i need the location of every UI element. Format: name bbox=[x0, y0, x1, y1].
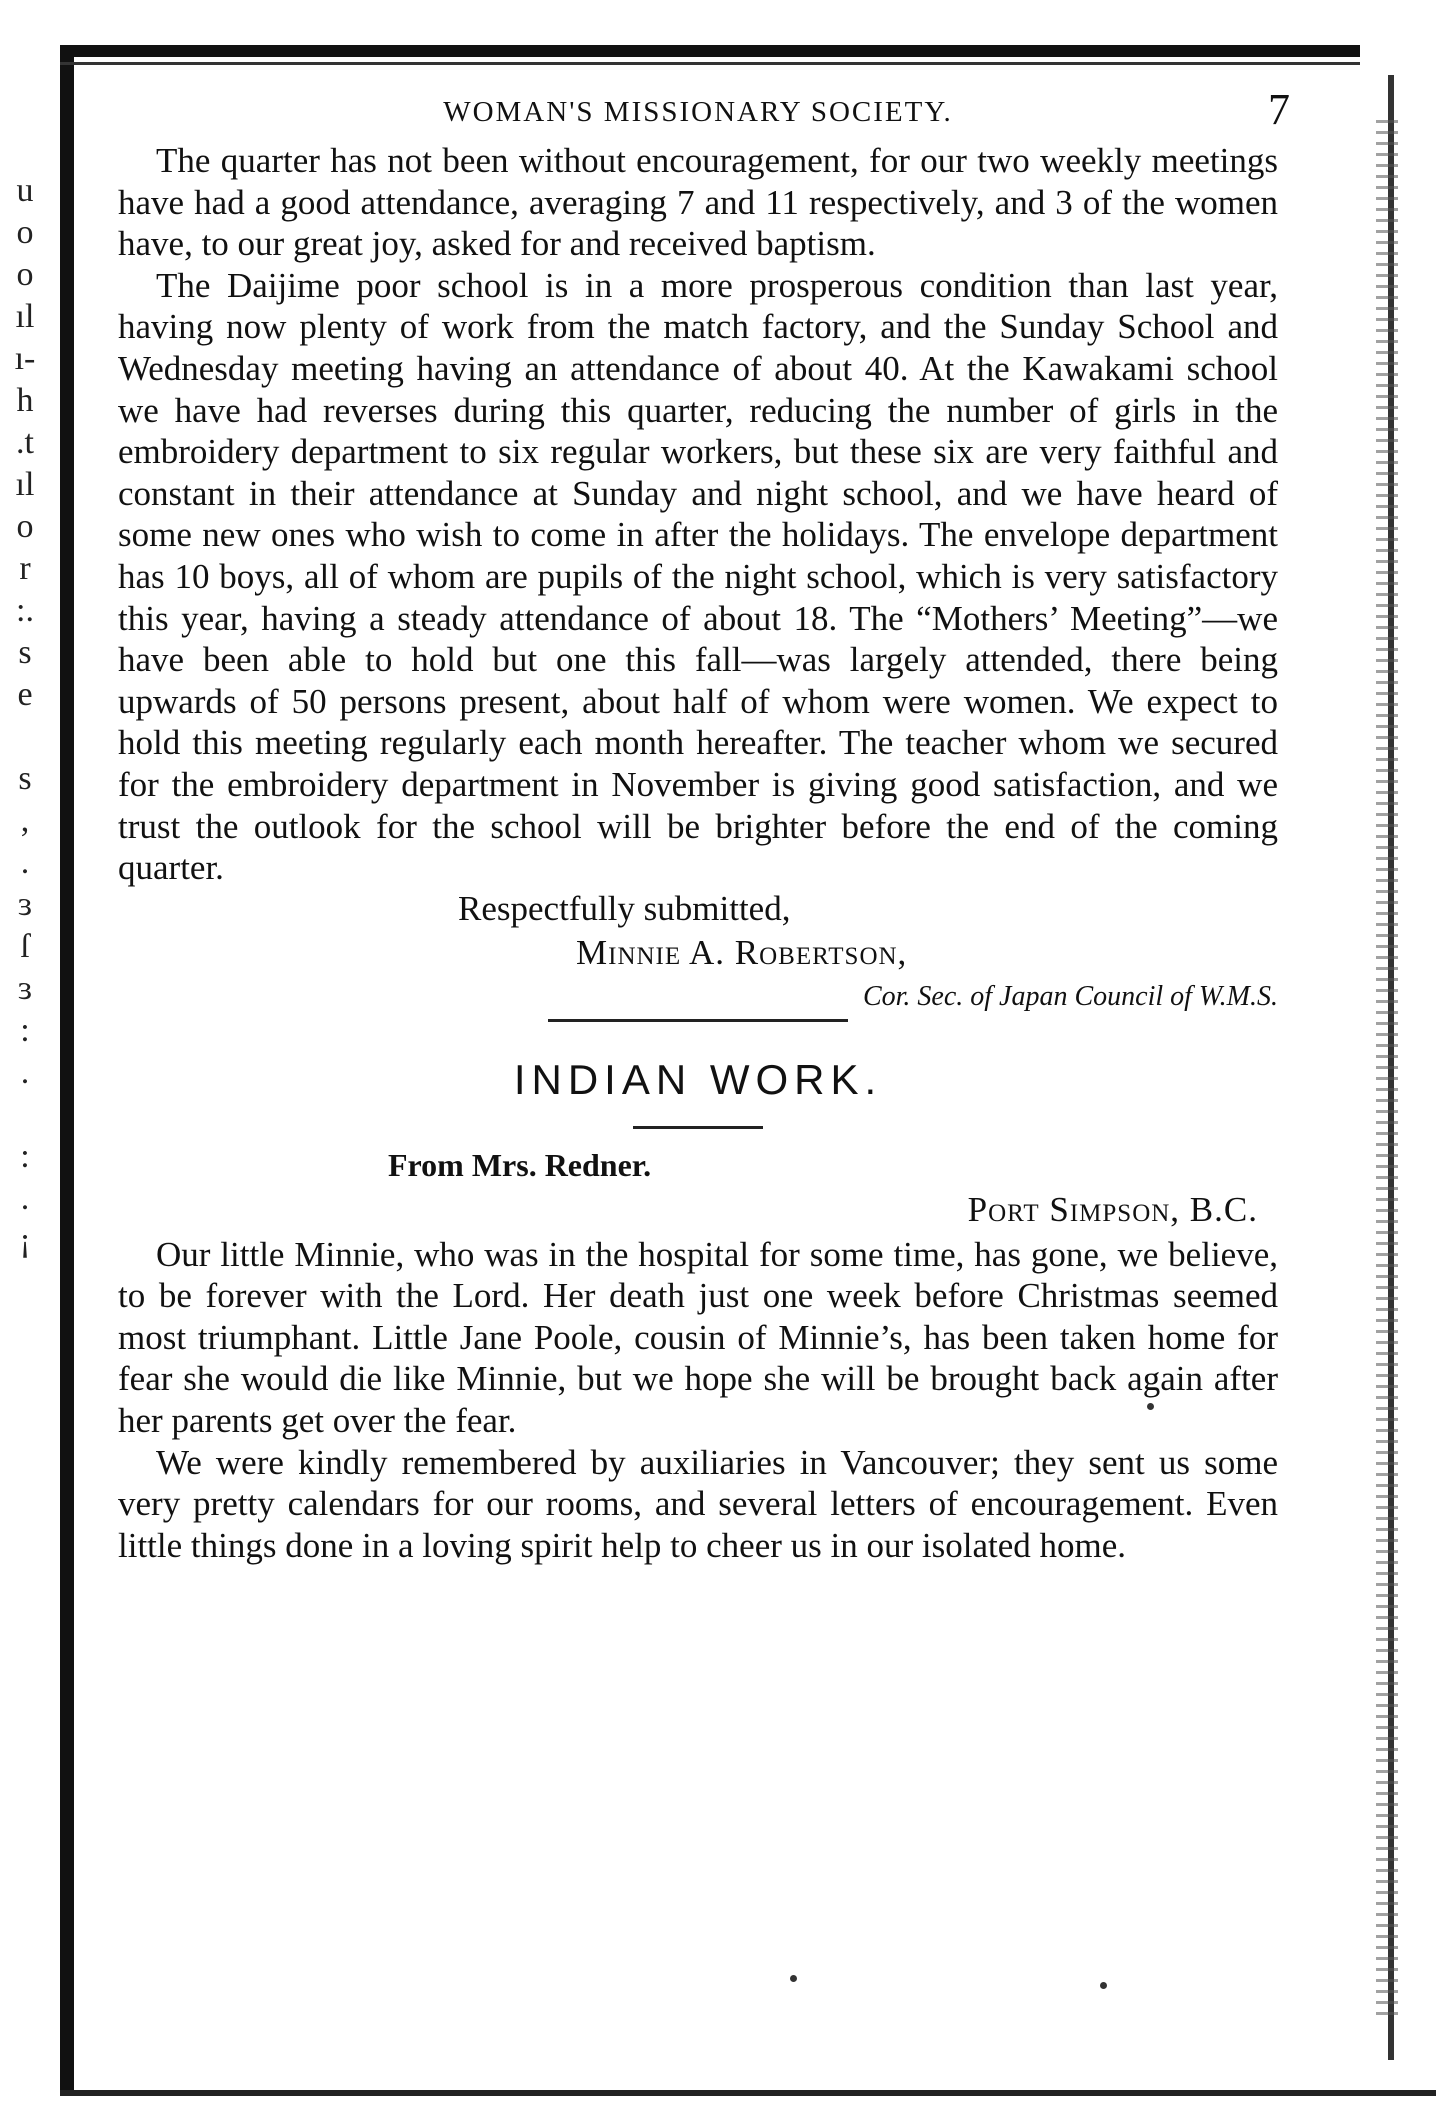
gutter-glyph: ſ bbox=[20, 928, 30, 965]
gutter-glyph: .t bbox=[16, 424, 34, 461]
gutter-glyph: ɜ bbox=[17, 970, 33, 1007]
print-speck bbox=[1147, 1403, 1154, 1410]
gutter-glyph: ı- bbox=[14, 340, 36, 377]
report-closing bbox=[118, 889, 1278, 1019]
japan-report-paragraph-1: The quarter has not been without encouragement, for our two weekly meetings have had a good attendance, averaging 7 and 11 respectively, and 3 of the women have, to our great joy, asked for and received baptism. bbox=[118, 141, 1278, 264]
gutter-glyph: o bbox=[16, 508, 34, 545]
gutter-glyph: . bbox=[20, 1180, 30, 1217]
gutter-glyph: e bbox=[17, 676, 33, 713]
gutter-glyph bbox=[0, 716, 50, 758]
gutter-glyph: . bbox=[20, 844, 30, 881]
page-content bbox=[118, 80, 1290, 1566]
indian-work-paragraph-2: We were kindly remembered by auxiliaries in Vancouver; they sent us some very pretty calendars for our rooms, and several letters of encouragement. Even little things done in a loving spirit help to cheer us in our isolated home. bbox=[118, 1442, 1278, 1565]
page-border-bottom bbox=[60, 2090, 1436, 2096]
gutter-glyph: o bbox=[16, 256, 34, 293]
gutter-glyph: h bbox=[16, 382, 34, 419]
gutter-glyph bbox=[0, 1094, 50, 1136]
page-border-top bbox=[60, 45, 1360, 57]
running-head bbox=[118, 80, 1290, 140]
binding-edge-texture bbox=[1376, 120, 1398, 2020]
gutter-glyph: s bbox=[18, 760, 32, 797]
page-border-top-inner bbox=[60, 62, 1360, 65]
print-speck bbox=[790, 1975, 797, 1982]
section-title: INDIAN WORK. bbox=[513, 1055, 883, 1103]
gutter-glyph: ¡ bbox=[19, 1222, 31, 1259]
section-divider bbox=[548, 1019, 848, 1022]
gutter-glyph: o bbox=[16, 214, 34, 251]
page-border-left bbox=[60, 45, 74, 2090]
japan-report-paragraph-2: The Daijime poor school is in a more prosperous condition than last year, having now plenty of work from the match factory, and the Sunday School and Wednesday meeting having an attendance of about 40. At the Kawakami school we have had reverses during this quarter, reducing the number of girls in the embroidery department to six regular workers, but these six are very faithful and constant in their attendance at Sunday and night school, and we have heard of some new ones who wish to come in after the holidays. The envelope department has 10 boys, all of whom are pupils of the night school, which is very satisfactory this year, having a steady attendance of about 18. The “Mothers’ Meeting”—we have been able to hold but one this fall—was largely attended, there being upwards of 50 persons present, about half of whom were women. We expect to hold this meeting regularly each month hereafter. The teacher whom we secured for the embroidery department in November is giving good satisfaction, and we trust the outlook for the school will be brighter before the end of the coming quarter. bbox=[118, 265, 1278, 888]
title-underline bbox=[633, 1126, 763, 1129]
gutter-glyph: s bbox=[18, 634, 32, 671]
gutter-glyph: r bbox=[19, 550, 31, 587]
gutter-glyph: ıl bbox=[15, 298, 35, 335]
gutter-glyph: : bbox=[20, 1138, 30, 1175]
signatory-role: Cor. Sec. of Japan Council of W.M.S. bbox=[862, 980, 1278, 1012]
gutter-glyph: ɜ bbox=[17, 886, 33, 923]
closing-phrase: Respectfully submitted, bbox=[458, 888, 791, 928]
letter-source: From Mrs. Redner. bbox=[388, 1146, 652, 1183]
gutter-glyph: , bbox=[20, 802, 30, 839]
gutter-glyph: : bbox=[20, 1012, 30, 1049]
letter-place: Port Simpson, B.C. bbox=[967, 1189, 1258, 1229]
gutter-glyph: . bbox=[20, 1054, 30, 1091]
gutter-glyph: ıl bbox=[15, 466, 35, 503]
facing-page-gutter bbox=[0, 170, 50, 1262]
print-speck bbox=[1100, 1982, 1107, 1989]
gutter-glyph: u bbox=[16, 172, 34, 209]
page-number: 7 bbox=[1268, 85, 1290, 134]
gutter-glyph: :. bbox=[16, 592, 34, 629]
indian-work-paragraph-1: Our little Minnie, who was in the hospital for some time, has gone, we believe, to be forever with the Lord. Her death just one week before Christmas seemed most triumphant. Little Jane Poole, cousin of Minnie’s, has been taken home for fear she would die like Minnie, but we hope she will be brought back again after her parents get over the fear. bbox=[118, 1234, 1278, 1441]
signature: Minnie A. Robertson, bbox=[576, 932, 908, 972]
running-title: WOMAN'S MISSIONARY SOCIETY. bbox=[443, 96, 953, 128]
